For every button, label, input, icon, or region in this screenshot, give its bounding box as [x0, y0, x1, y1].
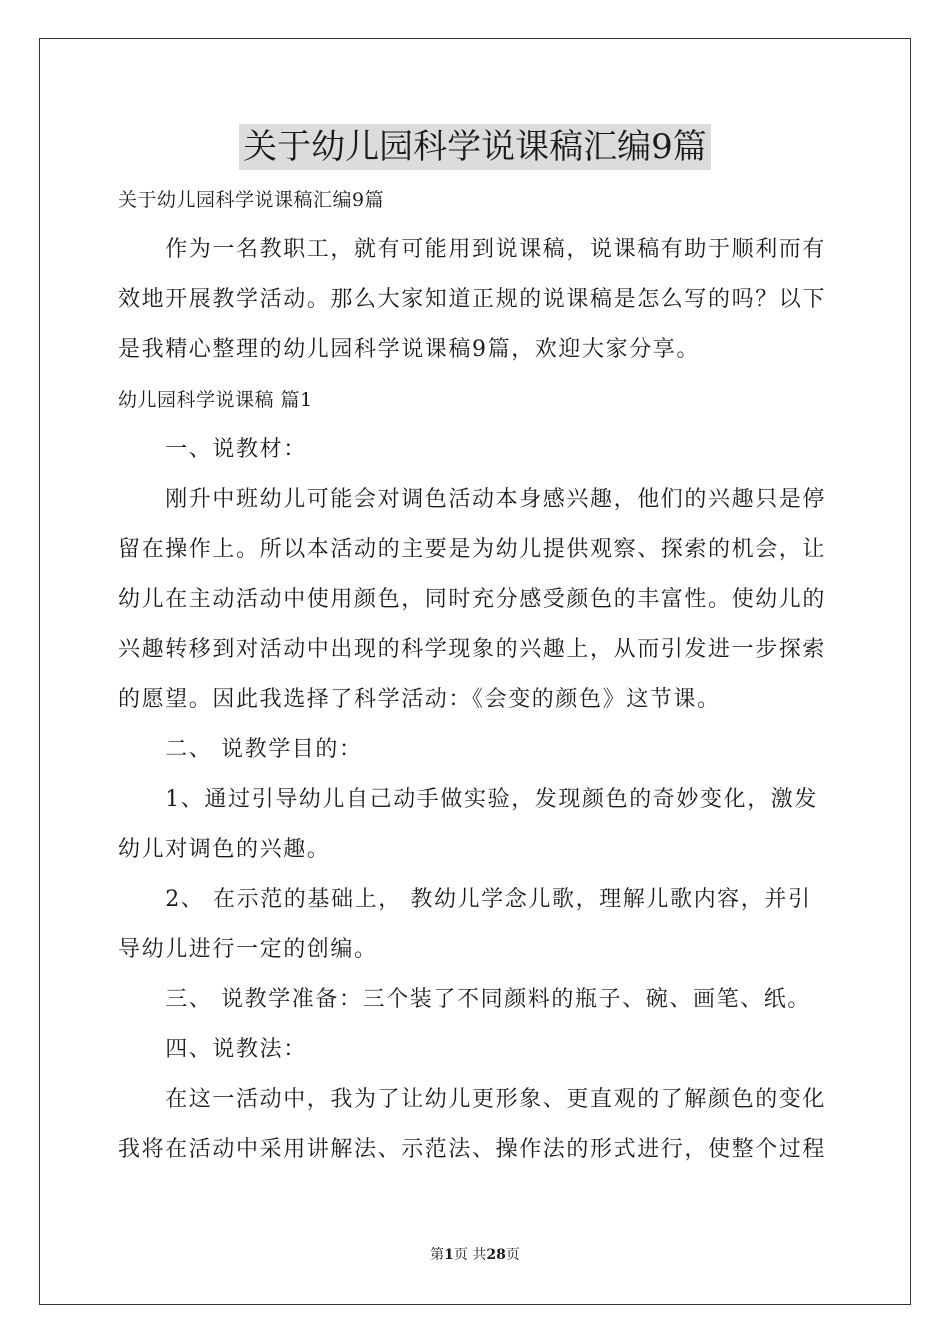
- section-heading: 幼儿园科学说课稿 篇1: [118, 389, 313, 411]
- footer-prefix: 第: [430, 1247, 445, 1263]
- section-subheading: 二、 说教学目的：: [118, 737, 363, 762]
- document-title: 关于幼儿园科学说课稿汇编9篇: [239, 124, 711, 170]
- paragraph-line: 作为一名教职工，就有可能用到说课稿，说课稿有助于顺利而有: [118, 237, 827, 262]
- paragraph-line: 在这一活动中，我为了让幼儿更形象、更直观的了解颜色的变化: [118, 1087, 827, 1112]
- paragraph-line: 三、 说教学准备：三个装了不同颜料的瓶子、碗、画笔、纸。: [118, 987, 811, 1012]
- paragraph-line: 刚升中班幼儿可能会对调色活动本身感兴趣，他们的兴趣只是停: [118, 487, 827, 512]
- paragraph-line: 1、通过引导幼儿自己动手做实验，发现颜色的奇妙变化，激发: [118, 787, 818, 812]
- paragraph-line: 导幼儿进行一定的创编。: [118, 937, 378, 962]
- footer-suffix: 页: [505, 1247, 520, 1263]
- paragraph-line: 幼儿对调色的兴趣。: [118, 837, 331, 862]
- paragraph-line: 我将在活动中采用讲解法、示范法、操作法的形式进行，使整个过程: [118, 1137, 827, 1162]
- footer-page-number: 1: [444, 1247, 454, 1263]
- paragraph-line: 幼儿在主动活动中使用颜色，同时充分感受颜色的丰富性。使幼儿的: [118, 587, 827, 612]
- section-subheading: 四、说教法：: [118, 1037, 307, 1062]
- paragraph-line: 留在操作上。所以本活动的主要是为幼儿提供观察、探索的机会，让: [118, 537, 827, 562]
- paragraph-line: 的愿望。因此我选择了科学活动：《会变的颜色》这节课。: [118, 687, 721, 712]
- section-subheading: 一、说教材：: [118, 437, 307, 462]
- paragraph-line: 效地开展教学活动。那么大家知道正规的说课稿是怎么写的吗？以下: [118, 287, 827, 312]
- paragraph-line: 2、 在示范的基础上， 教幼儿学念儿歌，理解儿歌内容，并引: [118, 887, 812, 912]
- page-border: [39, 38, 911, 1305]
- page-footer: [0, 1246, 950, 1264]
- title-container: [0, 124, 950, 170]
- footer-total-pages: 28: [486, 1247, 506, 1263]
- paragraph-line: 是我精心整理的幼儿园科学说课稿9篇，欢迎大家分享。: [118, 337, 700, 362]
- paragraph-line: 兴趣转移到对活动中出现的科学现象的兴趣上，从而引发进一步探索: [118, 637, 827, 662]
- footer-middle: 页 共: [453, 1247, 487, 1263]
- document-subtitle: 关于幼儿园科学说课稿汇编9篇: [118, 189, 385, 211]
